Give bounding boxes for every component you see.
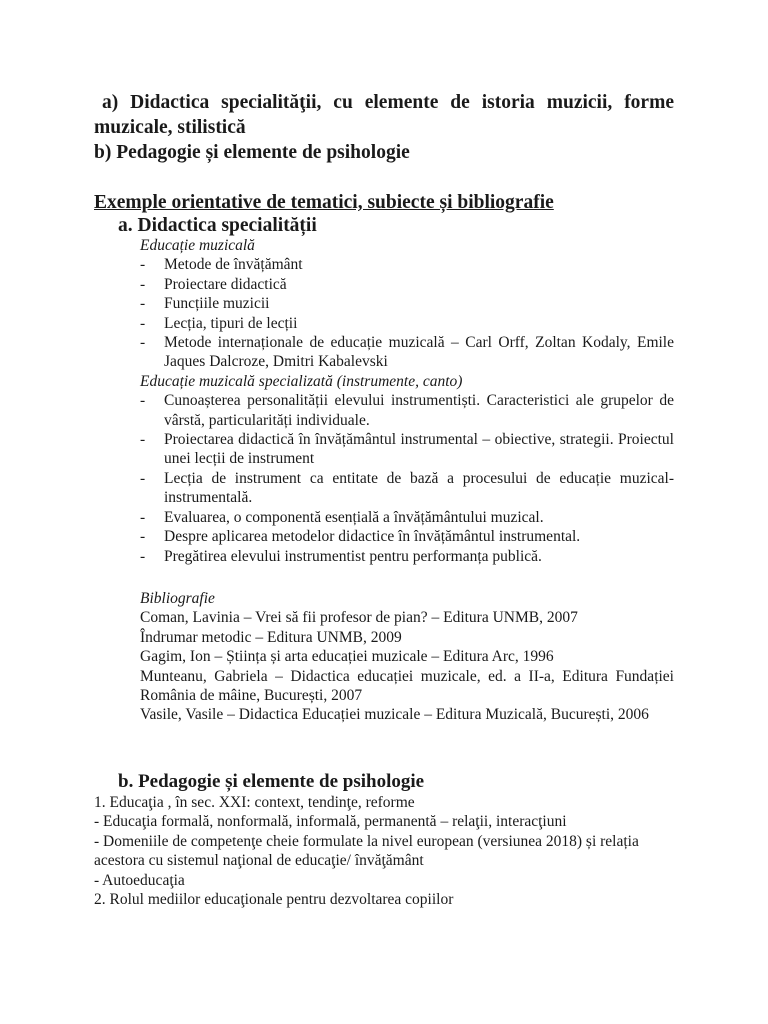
section-b-title: b. Pedagogie și elemente de psihologie: [118, 771, 425, 792]
section-b-line: - Educaţia formală, nonformală, informală, permanentă – relaţii, interacţiuni: [94, 813, 567, 831]
subtitle-educatie-specializata: Educație muzicală specializată (instrumente, canto): [140, 372, 463, 390]
section-b-line: - Domeniile de competenţe cheie formulate la nivel european (versiunea 2018) și relația acestora cu sistemul naţional de educaţie/ învăţământ: [94, 832, 639, 870]
bibliography: [140, 589, 674, 725]
topic-a-heading: a) Didactica specialităţii, cu elemente de istoria muzicii, forme muzicale, stilistică: [94, 92, 674, 138]
list-item: - Evaluarea, o componentă esențială a învățământului muzical.: [140, 508, 674, 527]
bibliography-title: Bibliografie: [140, 590, 215, 607]
bibliography-entry: Vasile, Vasile – Didactica Educației muzicale – Editura Muzicală, București, 2006: [140, 706, 649, 724]
section-a-body: [140, 236, 674, 566]
bibliography-entry: Gagim, Ion – Știința și arta educației muzicale – Editura Arc, 1996: [140, 648, 554, 666]
list-item: - Cunoașterea personalității elevului instrumentiști. Caracteristici ale grupelor de vârstă, particularități individuale.: [140, 391, 674, 430]
subtitle-educatie-muzicala: Educație muzicală: [140, 237, 255, 254]
list-item: - Pregătirea elevului instrumentist pentru performanța publică.: [140, 547, 674, 566]
list-item: - Lecția, tipuri de lecții: [140, 314, 674, 333]
section-b-line: 2. Rolul mediilor educaţionale pentru dezvoltarea copiilor: [94, 891, 454, 909]
bibliography-entry: Coman, Lavinia – Vrei să fii profesor de pian? – Editura UNMB, 2007: [140, 609, 578, 627]
exemple-title-text: Exemple orientative de tematici, subiecte și bibliografie: [94, 192, 554, 213]
section-b-line: 1. Educaţia , în sec. XXI: context, tendinţe, reforme: [94, 794, 415, 811]
list-item: - Metode internaționale de educație muzicală – Carl Orff, Zoltan Kodaly, Emile Jaques Dalcroze, Dmitri Kabalevski: [140, 333, 674, 372]
exemple-title: [94, 190, 714, 215]
list-item: - Proiectare didactică: [140, 275, 674, 294]
list-item: - Lecția de instrument ca entitate de bază a procesului de educație muzical-instrumentală.: [140, 469, 674, 508]
topic-b-heading: b) Pedagogie și elemente de psihologie: [94, 142, 410, 163]
educatie-muzicala-list: [140, 255, 674, 371]
section-a-title: a. Didactica specialității: [118, 215, 317, 236]
list-item: - Funcțiile muzicii: [140, 294, 674, 313]
section-b-line: - Autoeducaţia: [94, 871, 185, 889]
list-item: - Despre aplicarea metodelor didactice în învățământul instrumental.: [140, 527, 674, 546]
educatie-specializata-list: [140, 391, 674, 566]
bibliography-entry: Munteanu, Gabriela – Didactica educației muzicale, ed. a II-a, Editura Fundației România de mâine, București, 2007: [140, 667, 674, 705]
list-item: - Metode de învățământ: [140, 255, 674, 274]
section-b-body: [94, 793, 674, 909]
list-item: - Proiectarea didactică în învățământul instrumental – obiective, strategii. Proiectul unei lecții de instrument: [140, 430, 674, 469]
bibliography-entry: Îndrumar metodic – Editura UNMB, 2009: [140, 628, 402, 646]
